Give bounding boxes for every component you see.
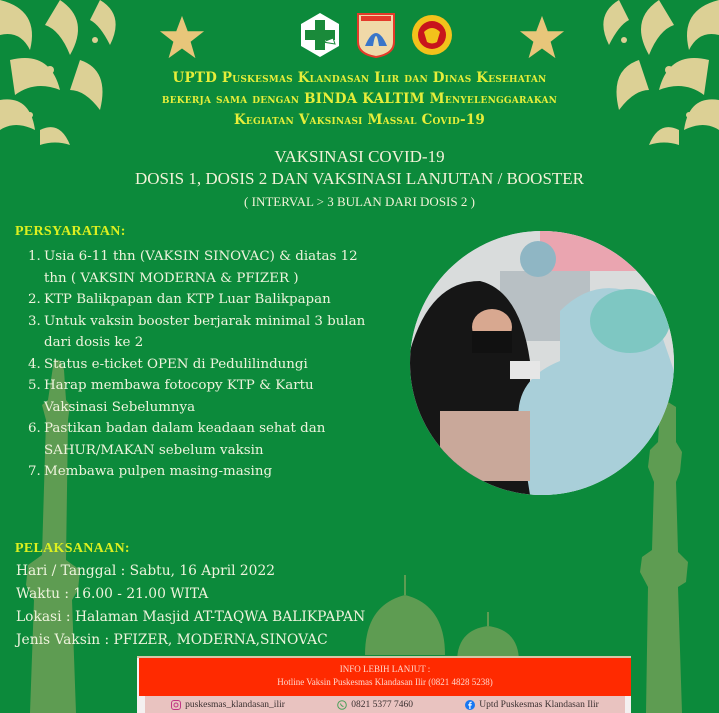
organizer-line-1: UPTD Puskesmas Klandasan Ilir dan Dinas Kesehatan	[172, 70, 547, 86]
organizer-logos	[299, 12, 453, 58]
mosque-dome-center-icon	[360, 575, 450, 655]
whatsapp-link[interactable]: 0821 5377 7460	[337, 700, 413, 710]
info-box	[139, 658, 631, 696]
requirement-item: 7. Membawa pulpen masing-masing	[28, 464, 273, 479]
requirement-item: 5. Harap membawa fotocopy KTP & Kartu Vaksinasi Sebelumnya	[28, 378, 314, 415]
mosque-dome-right-icon	[453, 612, 523, 662]
hotline-text: Hotline Vaksin Puskesmas Klandasan Ilir (0821 4828 5238)	[277, 677, 493, 687]
event-title: VAKSINASI COVID-19	[274, 147, 445, 166]
bin-emblem-icon	[411, 12, 453, 58]
instagram-icon	[171, 700, 181, 710]
balikpapan-emblem-icon	[355, 12, 397, 58]
whatsapp-icon	[337, 700, 347, 710]
event-time: Waktu : 16.00 - 21.00 WITA	[16, 586, 209, 602]
event-heading	[0, 146, 719, 190]
star-right-icon	[518, 14, 566, 60]
social-links	[145, 696, 625, 713]
puskesmas-logo-icon	[299, 12, 341, 58]
facebook-icon	[465, 700, 475, 710]
star-left-icon	[158, 14, 206, 60]
vaccine-types: Jenis Vaksin : PFIZER, MODERNA,SINOVAC	[16, 632, 328, 648]
organizer-line-3: Kegiatan Vaksinasi Massal Covid-19	[233, 112, 486, 128]
vaccination-scene-image	[410, 231, 674, 495]
implementation-details	[16, 560, 365, 652]
requirements-list	[28, 246, 378, 483]
organizer-line-2: bekerja sama dengan BINDA KALTIM Menyelenggarakan	[161, 91, 558, 107]
info-heading: INFO LEBIH LANJUT :	[339, 664, 431, 674]
event-date: Hari / Tanggal : Sabtu, 16 April 2022	[16, 563, 276, 579]
vaccination-photo	[410, 231, 674, 495]
requirement-item: 1. Usia 6-11 thn (VAKSIN SINOVAC) & diatas 12 thn ( VAKSIN MODERNA & PFIZER )	[28, 249, 358, 286]
event-location: Lokasi : Halaman Masjid AT-TAQWA BALIKPAPAN	[16, 609, 366, 625]
facebook-link[interactable]: Uptd Puskesmas Klandasan Ilir	[465, 700, 599, 710]
requirement-item: 4. Status e-ticket OPEN di Pedulilindungi	[28, 356, 308, 372]
minaret-right-icon	[638, 402, 698, 713]
requirements-heading: PERSYARATAN:	[15, 224, 126, 239]
instagram-link[interactable]: puskesmas_klandasan_ilir	[171, 700, 285, 710]
requirement-item: 3. Untuk vaksin booster berjarak minimal 3 bulan dari dosis ke 2	[28, 313, 366, 350]
contact-footer	[137, 656, 631, 713]
requirement-item: 2. KTP Balikpapan dan KTP Luar Balikpapan	[28, 292, 331, 307]
organizer-heading	[0, 68, 719, 131]
requirement-item: 6. Pastikan badan dalam keadaan sehat dan SAHUR/MAKAN sebelum vaksin	[28, 421, 326, 458]
implementation-heading: PELAKSANAAN:	[15, 541, 130, 556]
event-subtitle: DOSIS 1, DOSIS 2 DAN VAKSINASI LANJUTAN / BOOSTER	[134, 169, 585, 188]
dose-interval-note: ( INTERVAL > 3 BULAN DARI DOSIS 2 )	[244, 194, 475, 209]
